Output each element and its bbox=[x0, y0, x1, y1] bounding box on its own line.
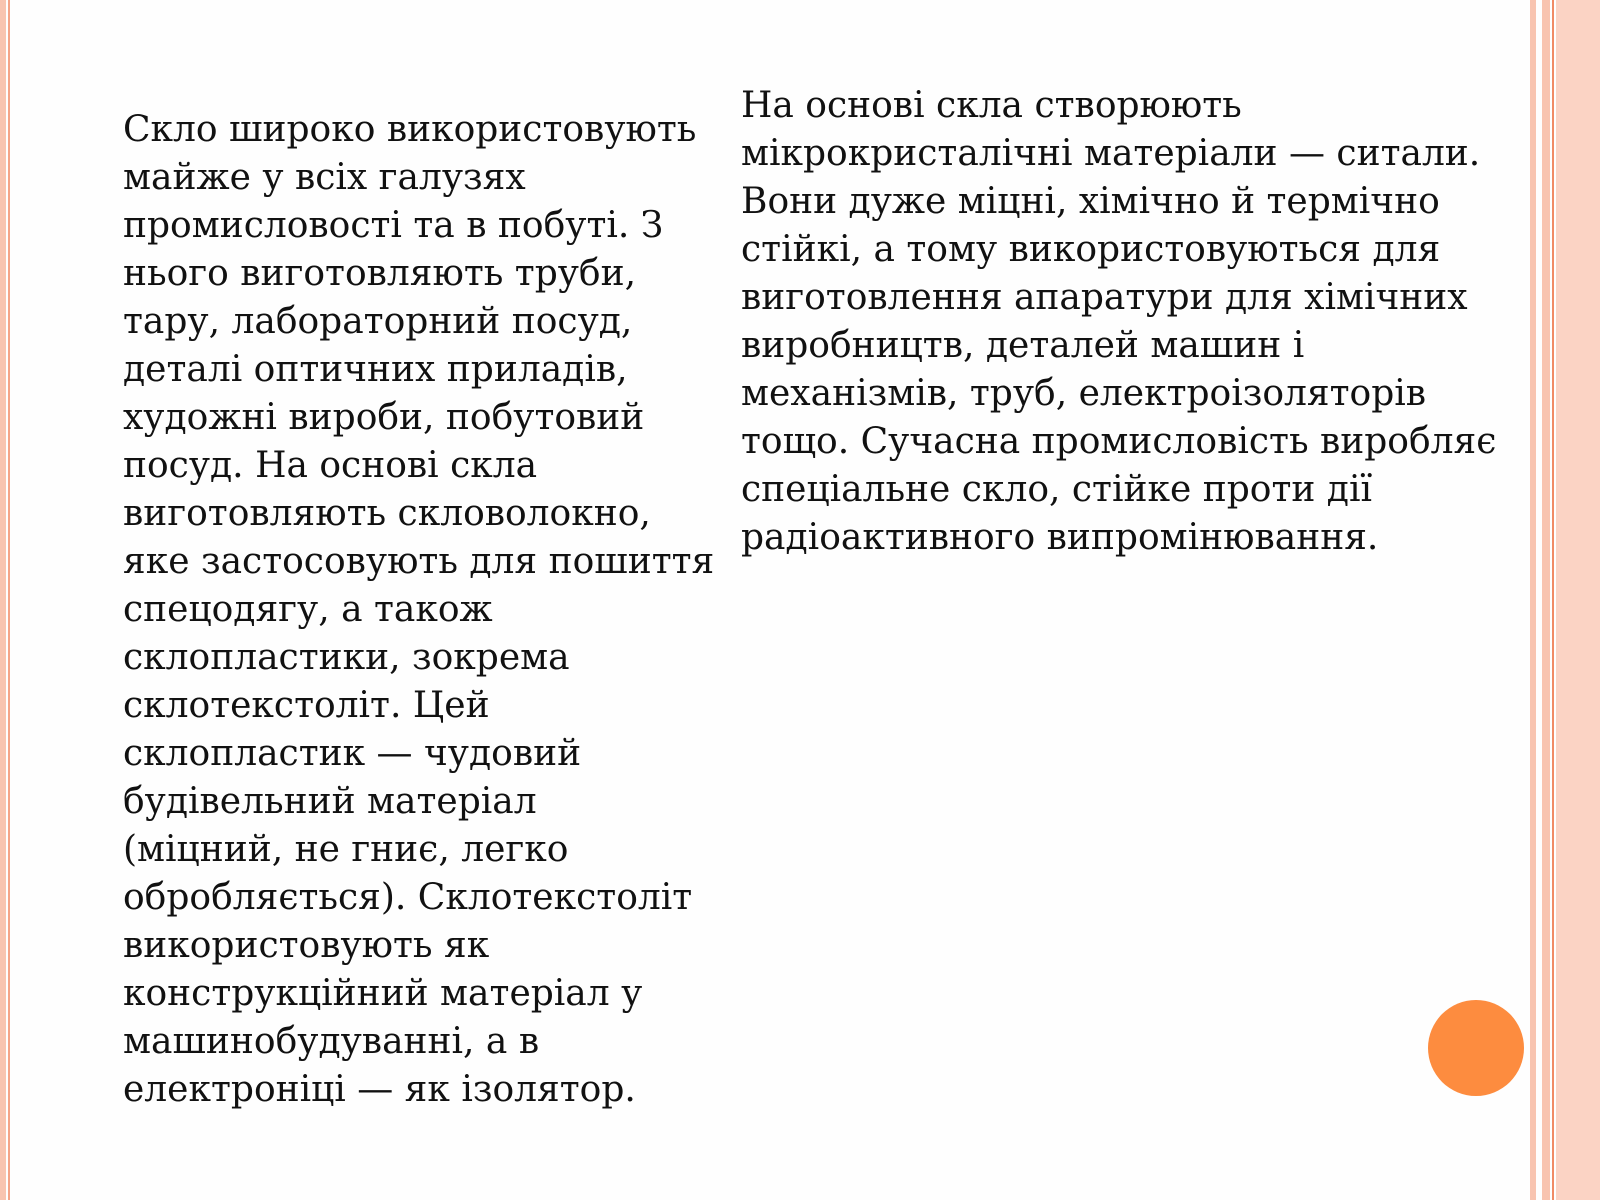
right-border-line bbox=[1552, 0, 1554, 1200]
right-border-band bbox=[1556, 0, 1600, 1200]
right-border-stripe bbox=[1530, 0, 1536, 1200]
right-border-stripe-wide bbox=[1542, 0, 1550, 1200]
left-border-line bbox=[8, 0, 10, 1200]
accent-circle bbox=[1428, 1000, 1524, 1096]
left-border-stripe bbox=[0, 0, 6, 1200]
right-text-column: На основі скла створюють мікрокристалічні матеріали — ситали. Вони дуже міцні, хімічно й термічно стійкі, а тому використовуються для виготовлення апаратури для хімічних виробництв, деталей машин і механізмів, труб, електроізоляторів тощо. Сучасна промисловість виробляє спеціальне скло, стійке проти дії радіоактивного випромінювання. bbox=[741, 85, 1497, 558]
left-text-column: Скло широко використовують майже у всіх галузях промисловості та в побуті. З нього виготовляють труби, тару, лабораторний посуд, деталі оптичних приладів, художні вироби, побутовий посуд. На основі скла виготовляють скловолокно, яке застосовують для пошиття спецодягу, а також склопластики, зокрема склотекстоліт. Цей склопластик — чудовий будівельний матеріал (міцний, не гниє, легко обробляється). Склотекстоліт використовують як конструкційний матеріал у машинобудуванні, а в електроніці — як ізолятор. bbox=[123, 109, 715, 1110]
